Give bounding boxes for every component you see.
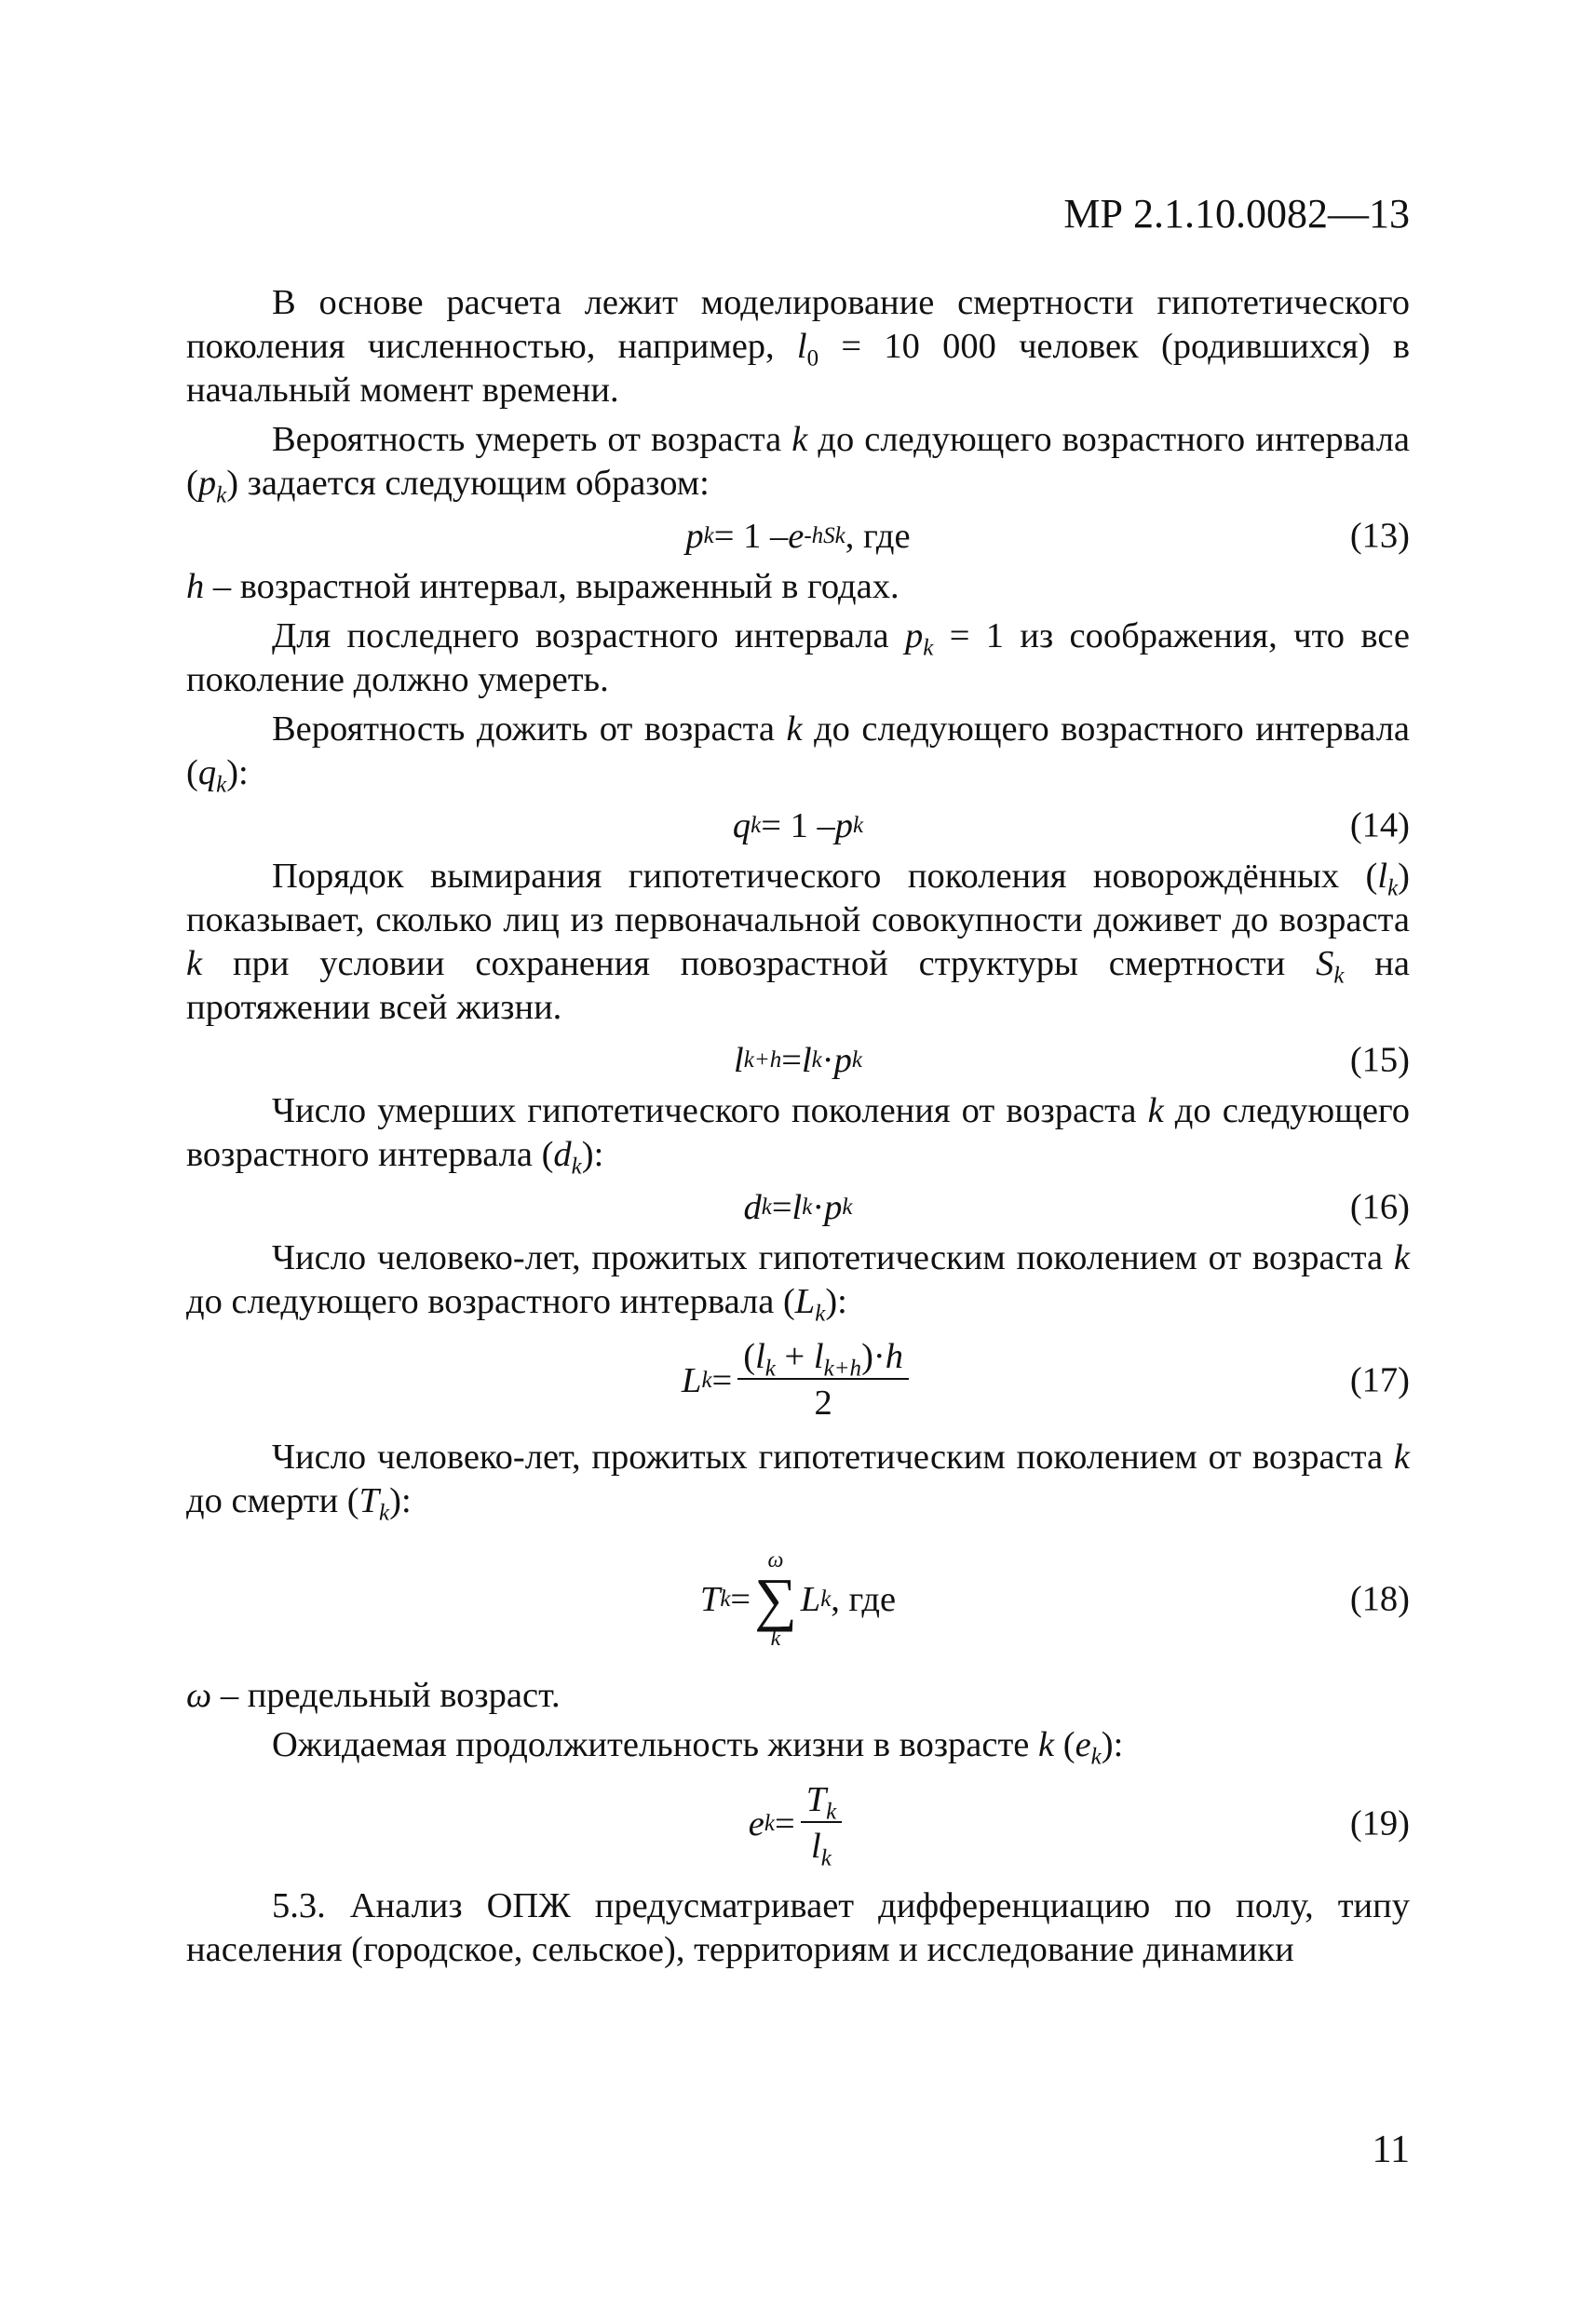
document-body: [186, 281, 1410, 1974]
page-number: 11: [1372, 2128, 1410, 2171]
equation-16: d k = l k · p k (16): [186, 1179, 1410, 1236]
paragraph-person-years-interval: Число человеко-лет, прожитых гипотетическим поколением от возраста k до следующего возрастного интервала $(L_k)$:: [186, 1238, 1410, 1327]
paragraph-section-5-3: 5.3. Анализ ОПЖ предусматривает дифференциацию по полу, типу населения (городское, сельское), территориям и исследование динамики: [186, 1886, 1410, 1969]
paragraph-death-probability: Вероятность умереть от возраста k до следующего возрастного интервала $(p_k)$ задается следующим образом:: [186, 420, 1410, 508]
paragraph-life-expectancy: Ожидаемая продолжительность жизни в возрасте k $(e_k)$:: [272, 1725, 1124, 1770]
equation-19: e k = $\frac{T_k}{l_k}$ (19): [748, 1780, 1410, 1871]
summation-sign: ω ∑ k: [754, 1548, 797, 1651]
equation-number: (13): [1349, 516, 1410, 556]
paragraph-person-years-death: Число человеко-лет, прожитых гипотетическим поколением от возраста k до смерти $(T_k)$:: [186, 1438, 1410, 1526]
equation-17: L k = $\frac{(l_k + l_{k+h})\cdot h}{2}$ (17): [186, 1326, 1410, 1436]
paragraph-last-interval: Для последнего возрастного интервала $p_k = 1$ из соображения, что все поколение должно умереть.: [186, 616, 1410, 699]
equation-number: (18): [1349, 1579, 1410, 1619]
paragraph-omega-definition: ω – предельный возраст.: [186, 1676, 561, 1715]
equation-number: (19): [1349, 1803, 1410, 1843]
equation-number: (17): [1349, 1360, 1410, 1400]
paragraph-deaths: Число умерших гипотетического поколения от возраста k до следующего возрастного интервала $(d_k)$:: [186, 1091, 1411, 1180]
equation-13: p k = 1 – e -hSk , где (13): [186, 507, 1410, 565]
equation-number: (16): [1349, 1187, 1410, 1227]
fraction: $\frac{(l_k + l_{k+h})\cdot h}{2}$: [737, 1335, 909, 1426]
fraction: $\frac{T_k}{l_k}$: [801, 1778, 843, 1870]
equation-number: (14): [1349, 805, 1410, 845]
paragraph-extinction-order: Порядок вымирания гипотетического поколения новорождённых $(l_k)$ показывает, сколько лиц из первоначальной совокупности доживет до возраста k при условии сохранения повозрастной структуры смертности $S_k$ на протяжении всей жизни.: [186, 857, 1410, 1027]
equation-18: T k = ω ∑ k L k , где (18): [699, 1548, 1410, 1651]
document-code: МР 2.1.10.0082—13: [1063, 191, 1410, 236]
paragraph-model-basis: В основе расчета лежит моделирование смертности гипотетического поколения численностью, например, $l_0 = 10$ 000 человек (родившихся) в начальный момент времени.: [186, 283, 1410, 410]
paragraph-h-definition: h – возрастной интервал, выраженный в годах.: [186, 567, 899, 606]
paragraph-survival-probability: Вероятность дожить от возраста k до следующего возрастного интервала $(q_k)$:: [186, 709, 1410, 798]
equation-14: q k = 1 – p k (14): [186, 797, 1410, 855]
equation-number: (15): [1349, 1040, 1410, 1080]
equation-15: l k+h = l k · p k (15): [186, 1032, 1410, 1089]
